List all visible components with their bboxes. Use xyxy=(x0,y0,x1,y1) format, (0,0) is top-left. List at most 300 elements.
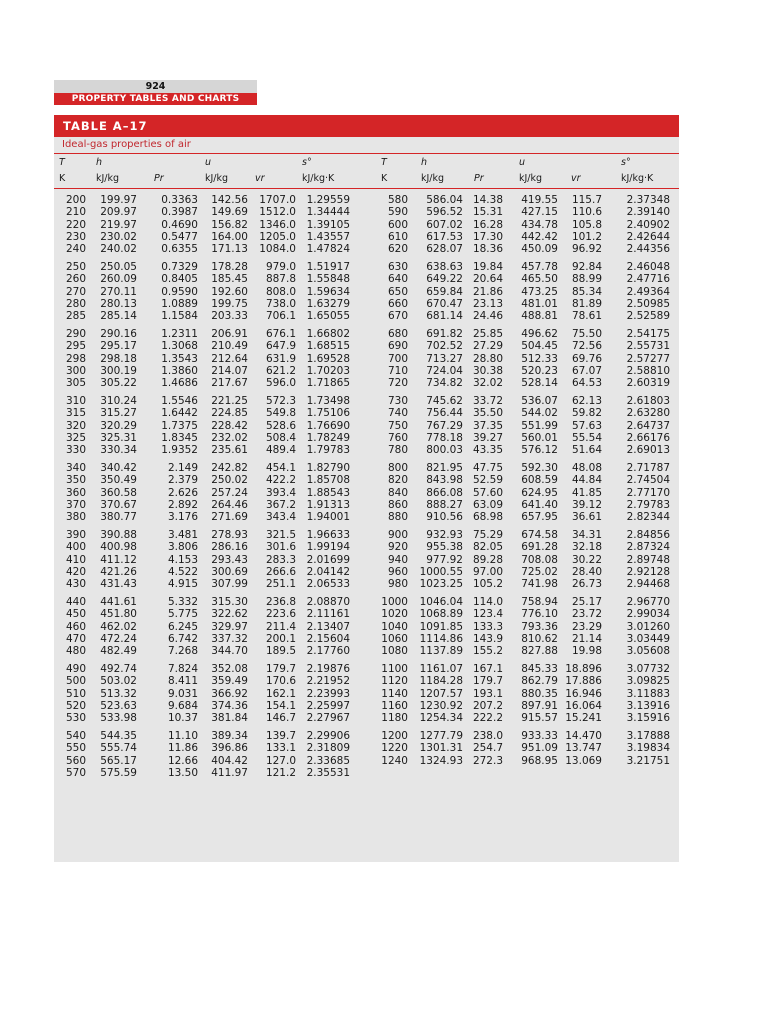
cell-enthalpy: 767.29 xyxy=(426,420,463,432)
cell-relative-pressure: 9.031 xyxy=(167,688,198,700)
cell-temperature: 550 xyxy=(65,742,86,754)
cell-temperature: 490 xyxy=(65,663,86,675)
cell-enthalpy: 400.98 xyxy=(100,541,137,553)
cell-temperature: 460 xyxy=(65,621,86,633)
cell-entropy: 2.64737 xyxy=(626,420,670,432)
cell-entropy: 2.46048 xyxy=(626,261,670,273)
cell-relative-pressure: 0.8405 xyxy=(161,273,198,285)
cell-relative-volume: 23.72 xyxy=(571,608,602,620)
cell-temperature: 280 xyxy=(65,298,86,310)
cell-entropy: 1.75106 xyxy=(306,407,350,419)
cell-temperature: 960 xyxy=(387,566,408,578)
cell-temperature: 860 xyxy=(387,499,408,511)
cell-enthalpy: 523.63 xyxy=(100,700,137,712)
cell-entropy: 3.17888 xyxy=(626,730,670,742)
cell-relative-volume: 422.2 xyxy=(265,474,296,486)
cell-entropy: 1.29559 xyxy=(306,194,350,206)
cell-enthalpy: 670.47 xyxy=(426,298,463,310)
cell-relative-pressure: 47.75 xyxy=(472,462,503,474)
cell-internal-energy: 322.62 xyxy=(211,608,248,620)
cell-temperature: 880 xyxy=(387,511,408,523)
cell-enthalpy: 431.43 xyxy=(100,578,137,590)
cell-entropy: 1.39105 xyxy=(306,219,350,231)
page-header xyxy=(54,80,257,105)
cell-entropy: 2.06533 xyxy=(306,578,350,590)
cell-temperature: 1220 xyxy=(381,742,408,754)
cell-internal-energy: 810.62 xyxy=(521,633,558,645)
cell-relative-volume: 154.1 xyxy=(265,700,296,712)
cell-relative-pressure: 2.149 xyxy=(167,462,198,474)
cell-relative-volume: 62.13 xyxy=(571,395,602,407)
cell-temperature: 1180 xyxy=(381,712,408,724)
cell-temperature: 690 xyxy=(387,340,408,352)
cell-entropy: 2.57277 xyxy=(626,353,670,365)
cell-internal-energy: 897.91 xyxy=(521,700,558,712)
cell-internal-energy: 576.12 xyxy=(521,444,558,456)
cell-enthalpy: 888.27 xyxy=(426,499,463,511)
cell-relative-volume: 1084.0 xyxy=(259,243,296,255)
cell-entropy: 2.13407 xyxy=(306,621,350,633)
cell-entropy: 2.66176 xyxy=(626,432,670,444)
cell-entropy: 2.55731 xyxy=(626,340,670,352)
cell-relative-pressure: 63.09 xyxy=(472,499,503,511)
cell-relative-pressure: 1.3068 xyxy=(161,340,198,352)
cell-relative-volume: 1512.0 xyxy=(259,206,296,218)
cell-temperature: 1040 xyxy=(381,621,408,633)
cell-relative-volume: 621.2 xyxy=(265,365,296,377)
cell-relative-pressure: 4.522 xyxy=(167,566,198,578)
cell-entropy: 2.54175 xyxy=(626,328,670,340)
cell-temperature: 740 xyxy=(387,407,408,419)
cell-internal-energy: 827.88 xyxy=(521,645,558,657)
cell-relative-volume: 67.07 xyxy=(571,365,602,377)
cell-entropy: 2.47716 xyxy=(626,273,670,285)
cell-temperature: 1200 xyxy=(381,730,408,742)
cell-internal-energy: 286.16 xyxy=(211,541,248,553)
cell-enthalpy: 305.22 xyxy=(100,377,137,389)
cell-entropy: 1.51917 xyxy=(306,261,350,273)
cell-temperature: 650 xyxy=(387,286,408,298)
cell-temperature: 298 xyxy=(65,353,86,365)
cell-temperature: 540 xyxy=(65,730,86,742)
cell-relative-volume: 19.98 xyxy=(571,645,602,657)
cell-internal-energy: 741.98 xyxy=(521,578,558,590)
cell-relative-volume: 266.6 xyxy=(265,566,296,578)
cell-relative-volume: 105.8 xyxy=(571,219,602,231)
cell-relative-volume: 301.6 xyxy=(265,541,296,553)
cell-internal-energy: 199.75 xyxy=(211,298,248,310)
cell-enthalpy: 638.63 xyxy=(426,261,463,273)
cell-relative-pressure: 39.27 xyxy=(472,432,503,444)
cell-entropy: 2.89748 xyxy=(626,554,670,566)
cell-temperature: 750 xyxy=(387,420,408,432)
cell-relative-volume: 15.241 xyxy=(565,712,602,724)
cell-entropy: 2.39140 xyxy=(626,206,670,218)
cell-internal-energy: 293.43 xyxy=(211,554,248,566)
cell-relative-pressure: 254.7 xyxy=(472,742,503,754)
cell-internal-energy: 608.59 xyxy=(521,474,558,486)
cell-internal-energy: 951.09 xyxy=(521,742,558,754)
cell-relative-pressure: 1.9352 xyxy=(161,444,198,456)
cell-relative-volume: 55.54 xyxy=(571,432,602,444)
cell-relative-volume: 236.8 xyxy=(265,596,296,608)
cell-relative-volume: 110.6 xyxy=(571,206,602,218)
cell-relative-volume: 16.064 xyxy=(565,700,602,712)
cell-temperature: 450 xyxy=(65,608,86,620)
cell-temperature: 730 xyxy=(387,395,408,407)
cell-enthalpy: 411.12 xyxy=(100,554,137,566)
cell-relative-pressure: 8.411 xyxy=(167,675,198,687)
cell-relative-pressure: 24.46 xyxy=(472,310,503,322)
cell-relative-pressure: 11.10 xyxy=(167,730,198,742)
cell-temperature: 1140 xyxy=(381,688,408,700)
cell-enthalpy: 320.29 xyxy=(100,420,137,432)
cell-enthalpy: 1161.07 xyxy=(419,663,463,675)
cell-enthalpy: 1254.34 xyxy=(419,712,463,724)
cell-relative-volume: 88.99 xyxy=(571,273,602,285)
cell-enthalpy: 260.09 xyxy=(100,273,137,285)
cell-relative-pressure: 82.05 xyxy=(472,541,503,553)
cell-relative-pressure: 37.35 xyxy=(472,420,503,432)
cell-relative-pressure: 114.0 xyxy=(472,596,503,608)
cell-enthalpy: 756.44 xyxy=(426,407,463,419)
cell-temperature: 400 xyxy=(65,541,86,553)
cell-relative-volume: 30.22 xyxy=(571,554,602,566)
cell-entropy: 2.42644 xyxy=(626,231,670,243)
cell-internal-energy: 933.33 xyxy=(521,730,558,742)
cell-internal-energy: 178.28 xyxy=(211,261,248,273)
cell-relative-volume: 508.4 xyxy=(265,432,296,444)
cell-relative-volume: 162.1 xyxy=(265,688,296,700)
cell-enthalpy: 462.02 xyxy=(100,621,137,633)
cell-internal-energy: 473.25 xyxy=(521,286,558,298)
cell-entropy: 1.34444 xyxy=(306,206,350,218)
cell-entropy: 2.69013 xyxy=(626,444,670,456)
cell-relative-volume: 25.17 xyxy=(571,596,602,608)
cell-internal-energy: 164.00 xyxy=(211,231,248,243)
cell-enthalpy: 977.92 xyxy=(426,554,463,566)
cell-internal-energy: 235.61 xyxy=(211,444,248,456)
cell-temperature: 290 xyxy=(65,328,86,340)
cell-relative-volume: 1707.0 xyxy=(259,194,296,206)
cell-enthalpy: 330.34 xyxy=(100,444,137,456)
cell-relative-pressure: 123.4 xyxy=(472,608,503,620)
cell-relative-pressure: 57.60 xyxy=(472,487,503,499)
cell-relative-pressure: 33.72 xyxy=(472,395,503,407)
cell-entropy: 1.69528 xyxy=(306,353,350,365)
cell-enthalpy: 1068.89 xyxy=(419,608,463,620)
cell-temperature: 1160 xyxy=(381,700,408,712)
cell-entropy: 3.11883 xyxy=(626,688,670,700)
cell-enthalpy: 1230.92 xyxy=(419,700,463,712)
cell-internal-energy: 708.08 xyxy=(521,554,558,566)
cell-temperature: 640 xyxy=(387,273,408,285)
cell-relative-volume: 211.4 xyxy=(265,621,296,633)
cell-entropy: 1.68515 xyxy=(306,340,350,352)
cell-entropy: 2.94468 xyxy=(626,578,670,590)
cell-enthalpy: 441.61 xyxy=(100,596,137,608)
cell-entropy: 3.19834 xyxy=(626,742,670,754)
cell-temperature: 410 xyxy=(65,554,86,566)
cell-relative-pressure: 75.29 xyxy=(472,529,503,541)
header-unit-temperature: K xyxy=(59,173,66,184)
cell-relative-volume: 81.89 xyxy=(571,298,602,310)
cell-enthalpy: 472.24 xyxy=(100,633,137,645)
cell-temperature: 210 xyxy=(65,206,86,218)
cell-entropy: 1.88543 xyxy=(306,487,350,499)
cell-enthalpy: 734.82 xyxy=(426,377,463,389)
cell-internal-energy: 793.36 xyxy=(521,621,558,633)
cell-internal-energy: 488.81 xyxy=(521,310,558,322)
table-subtitle: Ideal-gas properties of air xyxy=(62,139,191,150)
cell-enthalpy: 1207.57 xyxy=(419,688,463,700)
cell-internal-energy: 404.42 xyxy=(211,755,248,767)
cell-temperature: 520 xyxy=(65,700,86,712)
header-symbol-temperature: T xyxy=(59,157,65,168)
cell-relative-pressure: 133.3 xyxy=(472,621,503,633)
cell-temperature: 1120 xyxy=(381,675,408,687)
cell-entropy: 2.63280 xyxy=(626,407,670,419)
cell-internal-energy: 504.45 xyxy=(521,340,558,352)
cell-relative-pressure: 155.2 xyxy=(472,645,503,657)
cell-entropy: 2.08870 xyxy=(306,596,350,608)
header-unit-relative-volume: vr xyxy=(571,173,581,184)
cell-entropy: 1.96633 xyxy=(306,529,350,541)
cell-entropy: 3.03449 xyxy=(626,633,670,645)
cell-relative-volume: 549.8 xyxy=(265,407,296,419)
cell-relative-volume: 808.0 xyxy=(265,286,296,298)
cell-relative-volume: 26.73 xyxy=(571,578,602,590)
cell-enthalpy: 230.02 xyxy=(100,231,137,243)
cell-internal-energy: 156.82 xyxy=(211,219,248,231)
cell-internal-energy: 352.08 xyxy=(211,663,248,675)
cell-temperature: 1000 xyxy=(381,596,408,608)
cell-relative-pressure: 1.6442 xyxy=(161,407,198,419)
cell-relative-pressure: 1.3543 xyxy=(161,353,198,365)
cell-internal-energy: 758.94 xyxy=(521,596,558,608)
cell-temperature: 305 xyxy=(65,377,86,389)
cell-relative-volume: 21.14 xyxy=(571,633,602,645)
cell-relative-volume: 14.470 xyxy=(565,730,602,742)
header-symbol-internal-energy: u xyxy=(205,157,212,168)
cell-enthalpy: 778.18 xyxy=(426,432,463,444)
cell-internal-energy: 359.49 xyxy=(211,675,248,687)
cell-relative-pressure: 16.28 xyxy=(472,219,503,231)
cell-temperature: 250 xyxy=(65,261,86,273)
cell-entropy: 2.40902 xyxy=(626,219,670,231)
cell-enthalpy: 219.97 xyxy=(100,219,137,231)
cell-relative-pressure: 1.8345 xyxy=(161,432,198,444)
cell-internal-energy: 915.57 xyxy=(521,712,558,724)
cell-relative-volume: 96.92 xyxy=(571,243,602,255)
property-table xyxy=(54,115,679,862)
cell-enthalpy: 866.08 xyxy=(426,487,463,499)
cell-internal-energy: 536.07 xyxy=(521,395,558,407)
cell-internal-energy: 257.24 xyxy=(211,487,248,499)
cell-temperature: 380 xyxy=(65,511,86,523)
cell-entropy: 2.50985 xyxy=(626,298,670,310)
cell-entropy: 3.01260 xyxy=(626,621,670,633)
cell-entropy: 2.79783 xyxy=(626,499,670,511)
cell-relative-volume: 28.40 xyxy=(571,566,602,578)
cell-relative-pressure: 30.38 xyxy=(472,365,503,377)
cell-relative-pressure: 1.1584 xyxy=(161,310,198,322)
cell-relative-volume: 179.7 xyxy=(265,663,296,675)
cell-entropy: 3.21751 xyxy=(626,755,670,767)
cell-internal-energy: 657.95 xyxy=(521,511,558,523)
cell-relative-volume: 92.84 xyxy=(571,261,602,273)
cell-internal-energy: 300.69 xyxy=(211,566,248,578)
cell-enthalpy: 285.14 xyxy=(100,310,137,322)
cell-temperature: 510 xyxy=(65,688,86,700)
cell-relative-volume: 59.82 xyxy=(571,407,602,419)
cell-relative-pressure: 5.775 xyxy=(167,608,198,620)
cell-internal-energy: 674.58 xyxy=(521,529,558,541)
cell-temperature: 200 xyxy=(65,194,86,206)
cell-relative-volume: 101.2 xyxy=(571,231,602,243)
cell-relative-volume: 16.946 xyxy=(565,688,602,700)
cell-internal-energy: 496.62 xyxy=(521,328,558,340)
cell-enthalpy: 199.97 xyxy=(100,194,137,206)
cell-temperature: 320 xyxy=(65,420,86,432)
cell-relative-volume: 121.2 xyxy=(265,767,296,779)
cell-temperature: 220 xyxy=(65,219,86,231)
cell-temperature: 440 xyxy=(65,596,86,608)
cell-relative-pressure: 0.7329 xyxy=(161,261,198,273)
cell-entropy: 2.58810 xyxy=(626,365,670,377)
cell-enthalpy: 702.52 xyxy=(426,340,463,352)
cell-entropy: 1.99194 xyxy=(306,541,350,553)
cell-relative-volume: 18.896 xyxy=(565,663,602,675)
cell-internal-energy: 221.25 xyxy=(211,395,248,407)
cell-enthalpy: 1023.25 xyxy=(419,578,463,590)
cell-temperature: 720 xyxy=(387,377,408,389)
header-bottom-rule xyxy=(54,188,679,189)
cell-internal-energy: 307.99 xyxy=(211,578,248,590)
cell-relative-pressure: 0.4690 xyxy=(161,219,198,231)
cell-relative-volume: 676.1 xyxy=(265,328,296,340)
cell-enthalpy: 800.03 xyxy=(426,444,463,456)
header-unit-entropy: kJ/kg·K xyxy=(302,173,335,184)
cell-internal-energy: 396.86 xyxy=(211,742,248,754)
cell-temperature: 800 xyxy=(387,462,408,474)
cell-relative-volume: 64.53 xyxy=(571,377,602,389)
cell-relative-pressure: 9.684 xyxy=(167,700,198,712)
cell-temperature: 310 xyxy=(65,395,86,407)
cell-internal-energy: 389.34 xyxy=(211,730,248,742)
cell-temperature: 630 xyxy=(387,261,408,273)
cell-internal-energy: 210.49 xyxy=(211,340,248,352)
header-unit-internal-energy: kJ/kg xyxy=(205,173,229,184)
cell-temperature: 610 xyxy=(387,231,408,243)
header-unit-enthalpy: kJ/kg xyxy=(421,173,445,184)
cell-relative-volume: 41.85 xyxy=(571,487,602,499)
cell-internal-energy: 203.33 xyxy=(211,310,248,322)
cell-relative-volume: 596.0 xyxy=(265,377,296,389)
cell-enthalpy: 209.97 xyxy=(100,206,137,218)
cell-temperature: 530 xyxy=(65,712,86,724)
page-number: 924 xyxy=(54,80,257,93)
cell-relative-volume: 34.31 xyxy=(571,529,602,541)
cell-internal-energy: 512.33 xyxy=(521,353,558,365)
cell-relative-pressure: 1.0889 xyxy=(161,298,198,310)
cell-temperature: 430 xyxy=(65,578,86,590)
cell-entropy: 2.23993 xyxy=(306,688,350,700)
cell-enthalpy: 380.77 xyxy=(100,511,137,523)
cell-enthalpy: 340.42 xyxy=(100,462,137,474)
cell-enthalpy: 713.27 xyxy=(426,353,463,365)
cell-internal-energy: 442.42 xyxy=(521,231,558,243)
cell-enthalpy: 350.49 xyxy=(100,474,137,486)
cell-relative-volume: 139.7 xyxy=(265,730,296,742)
cell-enthalpy: 821.95 xyxy=(426,462,463,474)
cell-temperature: 420 xyxy=(65,566,86,578)
cell-entropy: 3.07732 xyxy=(626,663,670,675)
header-top-rule xyxy=(54,153,679,154)
cell-entropy: 2.71787 xyxy=(626,462,670,474)
cell-relative-volume: 69.76 xyxy=(571,353,602,365)
cell-internal-energy: 434.78 xyxy=(521,219,558,231)
cell-temperature: 620 xyxy=(387,243,408,255)
cell-entropy: 2.01699 xyxy=(306,554,350,566)
cell-enthalpy: 370.67 xyxy=(100,499,137,511)
cell-enthalpy: 1114.86 xyxy=(419,633,463,645)
cell-entropy: 1.73498 xyxy=(306,395,350,407)
header-unit-relative-pressure: Pr xyxy=(154,173,164,184)
header-symbol-temperature: T xyxy=(381,157,387,168)
cell-internal-energy: 381.84 xyxy=(211,712,248,724)
cell-relative-pressure: 193.1 xyxy=(472,688,503,700)
cell-internal-energy: 315.30 xyxy=(211,596,248,608)
cell-relative-pressure: 5.332 xyxy=(167,596,198,608)
cell-enthalpy: 745.62 xyxy=(426,395,463,407)
cell-relative-pressure: 20.64 xyxy=(472,273,503,285)
cell-temperature: 560 xyxy=(65,755,86,767)
cell-relative-volume: 72.56 xyxy=(571,340,602,352)
cell-internal-energy: 968.95 xyxy=(521,755,558,767)
cell-relative-pressure: 4.153 xyxy=(167,554,198,566)
cell-enthalpy: 724.04 xyxy=(426,365,463,377)
cell-relative-pressure: 52.59 xyxy=(472,474,503,486)
cell-internal-energy: 481.01 xyxy=(521,298,558,310)
cell-temperature: 390 xyxy=(65,529,86,541)
cell-internal-energy: 214.07 xyxy=(211,365,248,377)
cell-relative-volume: 75.50 xyxy=(571,328,602,340)
cell-entropy: 2.60319 xyxy=(626,377,670,389)
cell-internal-energy: 278.93 xyxy=(211,529,248,541)
cell-internal-energy: 641.40 xyxy=(521,499,558,511)
cell-relative-volume: 78.61 xyxy=(571,310,602,322)
cell-enthalpy: 1046.04 xyxy=(419,596,463,608)
cell-relative-volume: 528.6 xyxy=(265,420,296,432)
cell-enthalpy: 1324.93 xyxy=(419,755,463,767)
cell-enthalpy: 586.04 xyxy=(426,194,463,206)
cell-enthalpy: 932.93 xyxy=(426,529,463,541)
cell-entropy: 2.15604 xyxy=(306,633,350,645)
cell-temperature: 370 xyxy=(65,499,86,511)
header-symbol-entropy: s° xyxy=(302,157,312,168)
cell-internal-energy: 419.55 xyxy=(521,194,558,206)
cell-relative-pressure: 1.7375 xyxy=(161,420,198,432)
cell-relative-pressure: 4.915 xyxy=(167,578,198,590)
cell-relative-volume: 44.84 xyxy=(571,474,602,486)
cell-internal-energy: 366.92 xyxy=(211,688,248,700)
cell-relative-pressure: 0.6355 xyxy=(161,243,198,255)
cell-enthalpy: 691.82 xyxy=(426,328,463,340)
cell-relative-pressure: 2.379 xyxy=(167,474,198,486)
cell-temperature: 570 xyxy=(65,767,86,779)
header-unit-internal-energy: kJ/kg xyxy=(519,173,543,184)
